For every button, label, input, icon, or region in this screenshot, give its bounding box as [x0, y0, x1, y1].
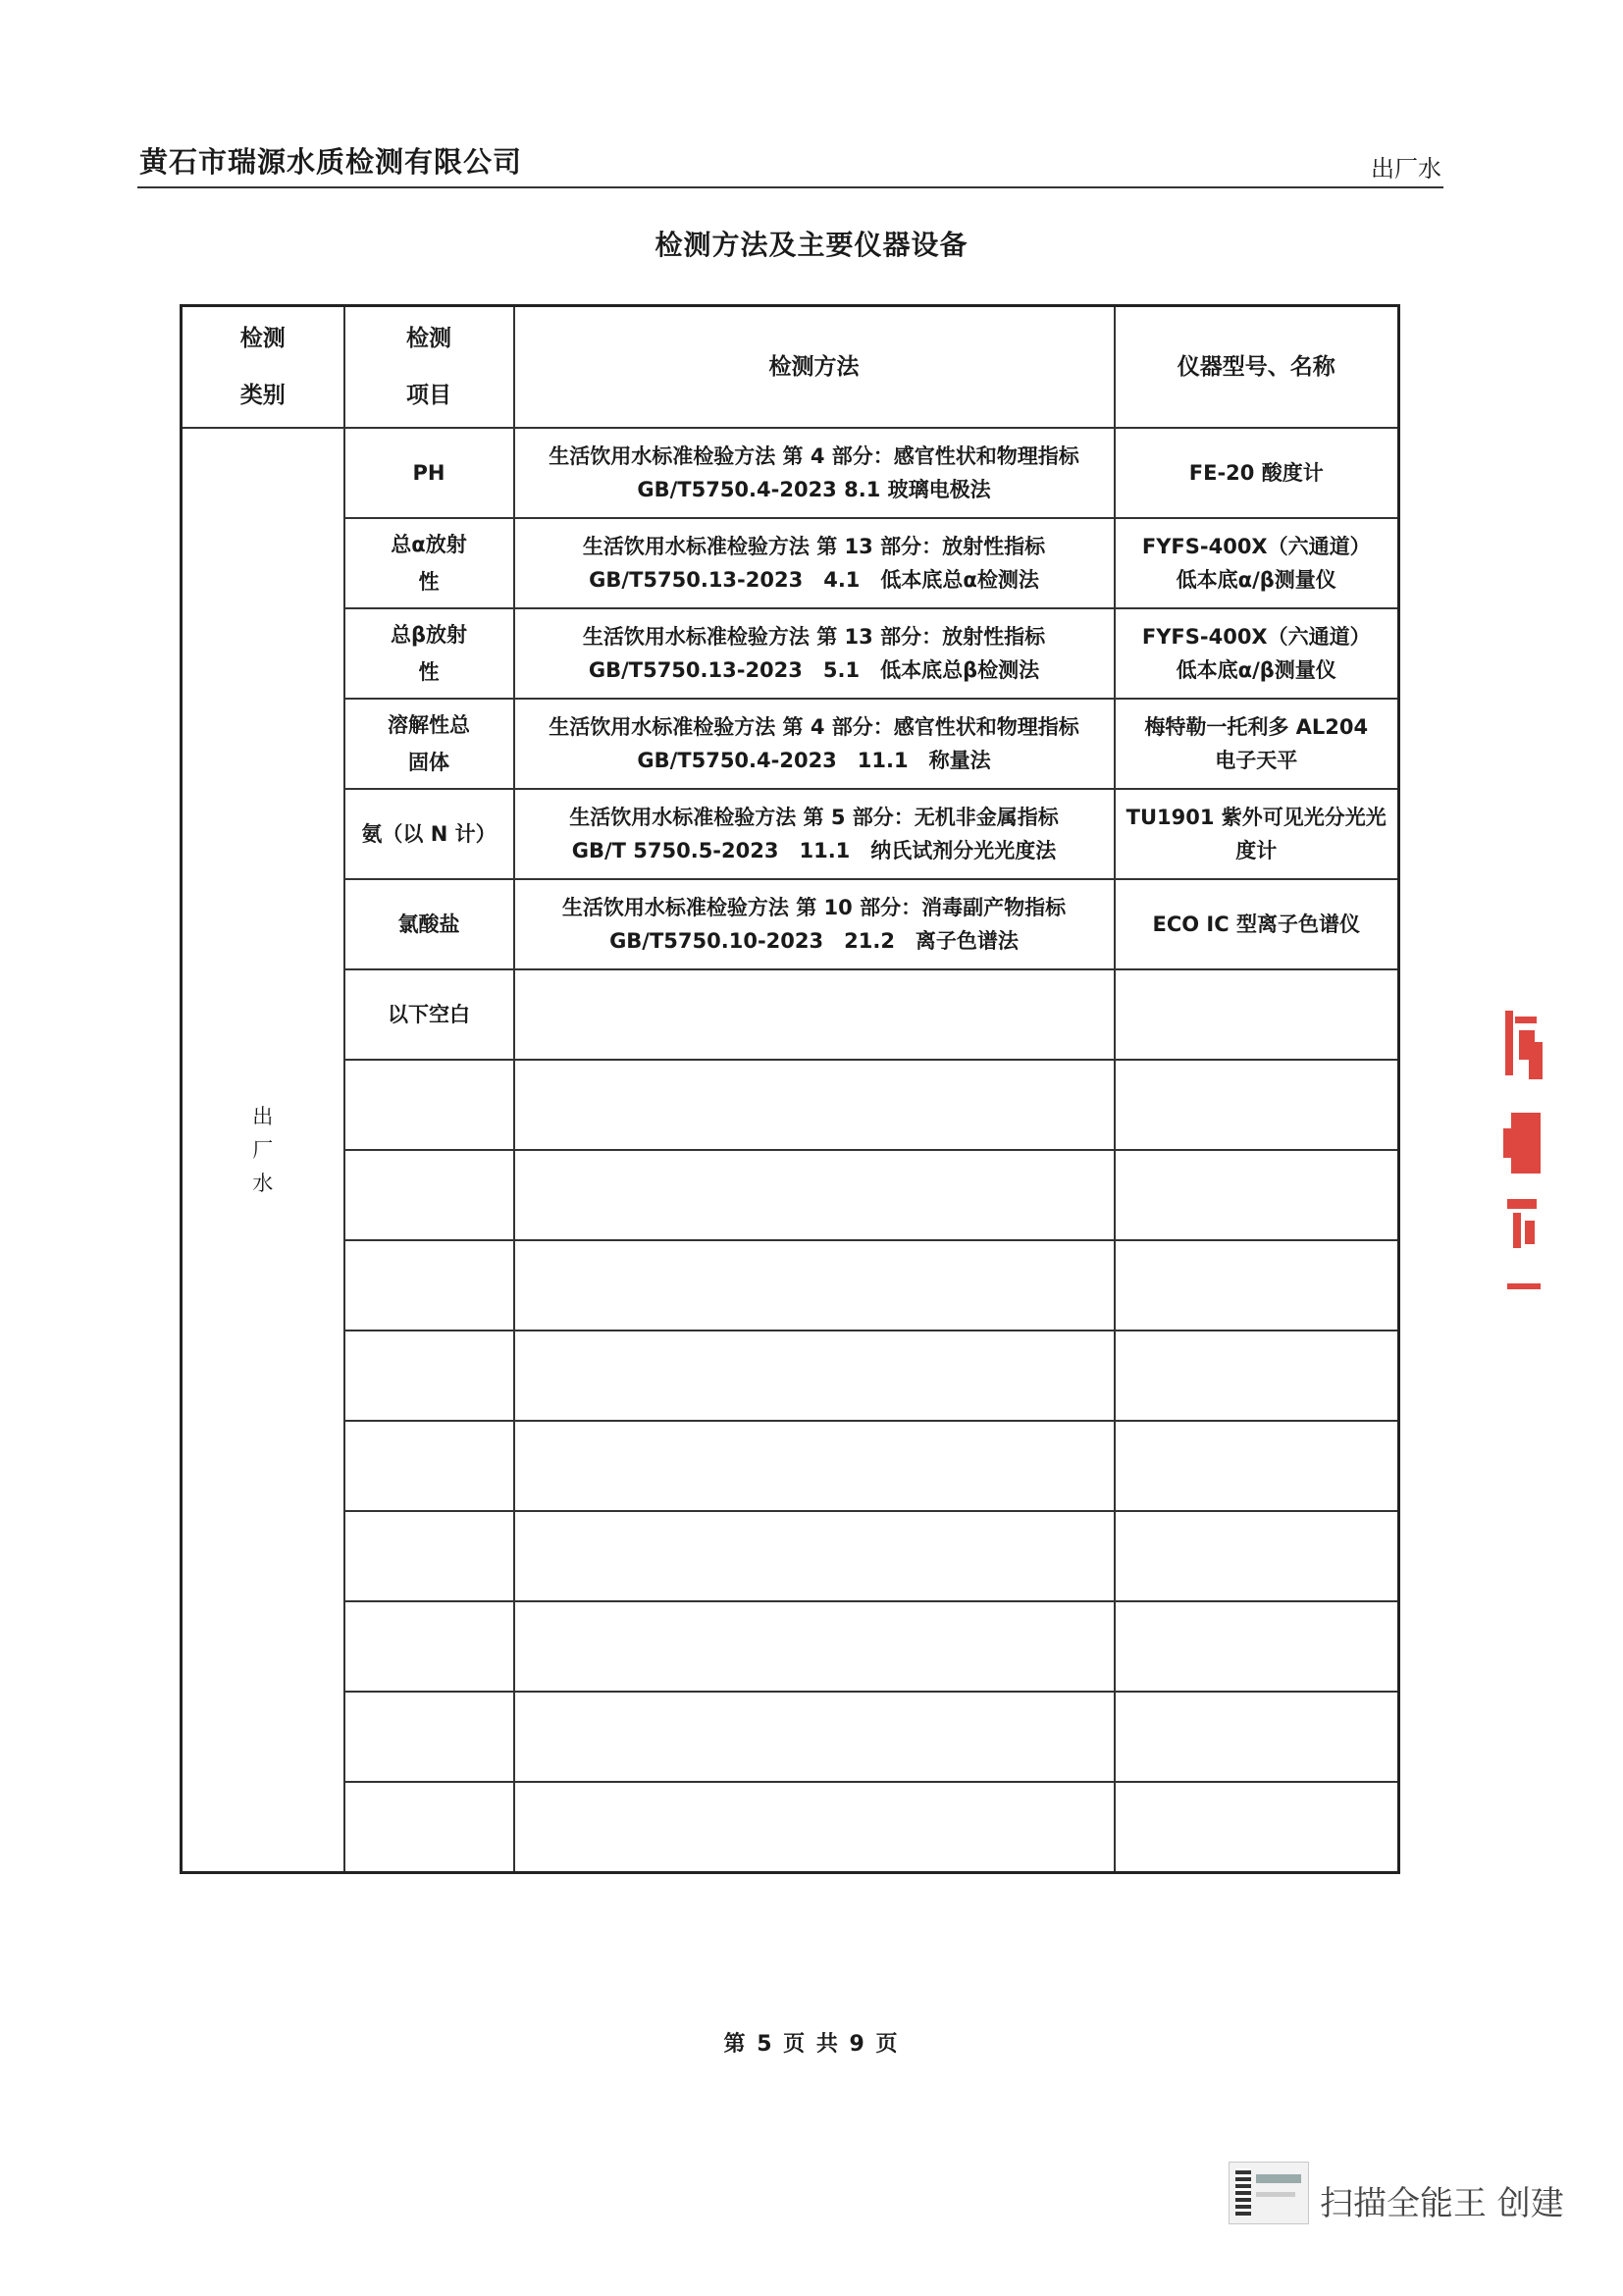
- company-name: 黄石市瑞源水质检测有限公司: [139, 145, 523, 179]
- instrument-cell: FYFS-400X（六通道） 低本底α/β测量仪: [1115, 518, 1399, 608]
- empty-cell: [344, 1060, 514, 1150]
- table-row: [182, 699, 1399, 789]
- empty-cell: [514, 1601, 1115, 1692]
- empty-cell: [1115, 1150, 1399, 1240]
- table-row: [182, 969, 1399, 1060]
- header-method: 检测方法: [514, 306, 1115, 429]
- empty-cell: [344, 1421, 514, 1511]
- empty-cell: [1115, 1421, 1399, 1511]
- header-item: 检测 项目: [344, 306, 514, 429]
- table-row: [182, 518, 1399, 608]
- header-category: 检测 类别: [182, 306, 344, 429]
- empty-table-row: [182, 1150, 1399, 1240]
- method-cell: 生活饮用水标准检验方法 第 4 部分：感官性状和物理指标 GB/T5750.4-2023 8.1 玻璃电极法: [514, 428, 1115, 518]
- empty-cell: [514, 1692, 1115, 1782]
- method-cell: 生活饮用水标准检验方法 第 10 部分：消毒副产物指标 GB/T5750.10-2023 21.2 离子色谱法: [514, 879, 1115, 969]
- item-cell: 溶解性总固体: [344, 699, 514, 789]
- empty-cell: [514, 1421, 1115, 1511]
- empty-table-row: [182, 1421, 1399, 1511]
- instrument-cell: 梅特勒一托利多 AL204 电子天平: [1115, 699, 1399, 789]
- empty-cell: [344, 1150, 514, 1240]
- empty-cell: [514, 1240, 1115, 1331]
- empty-cell: [1115, 1331, 1399, 1421]
- red-seal-fragment: [1503, 1003, 1544, 1297]
- empty-cell: [344, 1601, 514, 1692]
- instrument-cell: ECO IC 型离子色谱仪: [1115, 879, 1399, 969]
- empty-cell: [344, 1331, 514, 1421]
- item-cell: 氨（以 N 计）: [344, 789, 514, 879]
- empty-table-row: [182, 1692, 1399, 1782]
- table-header-row: [182, 306, 1399, 429]
- method-cell: 生活饮用水标准检验方法 第 5 部分：无机非金属指标 GB/T 5750.5-2023 11.1 纳氏试剂分光光度法: [514, 789, 1115, 879]
- category-cell: 出 厂 水: [182, 428, 344, 1873]
- table-row: [182, 608, 1399, 699]
- empty-cell: [514, 1331, 1115, 1421]
- empty-cell: [1115, 1511, 1399, 1601]
- empty-cell: [1115, 1601, 1399, 1692]
- page-title: 检测方法及主要仪器设备: [654, 229, 969, 261]
- empty-cell: [514, 1511, 1115, 1601]
- item-cell: 以下空白: [344, 969, 514, 1060]
- method-cell: 生活饮用水标准检验方法 第 4 部分：感官性状和物理指标 GB/T5750.4-2023 11.1 称量法: [514, 699, 1115, 789]
- empty-cell: [514, 1150, 1115, 1240]
- header-divider: [137, 186, 1443, 188]
- instrument-cell: FYFS-400X（六通道） 低本底α/β测量仪: [1115, 608, 1399, 699]
- method-cell: 生活饮用水标准检验方法 第 13 部分：放射性指标 GB/T5750.13-2023 5.1 低本底总β检测法: [514, 608, 1115, 699]
- method-cell: 生活饮用水标准检验方法 第 13 部分：放射性指标 GB/T5750.13-2023 4.1 低本底总α检测法: [514, 518, 1115, 608]
- empty-table-row: [182, 1240, 1399, 1331]
- qr-code-icon: [1235, 2168, 1251, 2216]
- empty-cell: [1115, 1692, 1399, 1782]
- instrument-cell: FE-20 酸度计: [1115, 428, 1399, 518]
- instrument-cell: TU1901 紫外可见光分光光 度计: [1115, 789, 1399, 879]
- empty-cell: [344, 1240, 514, 1331]
- method-cell: [514, 969, 1115, 1060]
- empty-cell: [1115, 1060, 1399, 1150]
- empty-cell: [1115, 1782, 1399, 1873]
- empty-table-row: [182, 1060, 1399, 1150]
- table-row: [182, 428, 1399, 518]
- empty-table-row: [182, 1782, 1399, 1873]
- empty-table-row: [182, 1511, 1399, 1601]
- empty-cell: [514, 1060, 1115, 1150]
- sample-type-tag: 出厂水: [1371, 155, 1441, 183]
- header-instrument: 仪器型号、名称: [1115, 306, 1399, 429]
- empty-cell: [344, 1511, 514, 1601]
- table-row: [182, 879, 1399, 969]
- empty-cell: [1115, 1240, 1399, 1331]
- item-cell: 氯酸盐: [344, 879, 514, 969]
- empty-table-row: [182, 1331, 1399, 1421]
- item-cell: 总α放射性: [344, 518, 514, 608]
- page-number: 第 5 页 共 9 页: [723, 2032, 900, 2057]
- item-cell: 总β放射性: [344, 608, 514, 699]
- method-table: [180, 304, 1400, 1874]
- empty-table-row: [182, 1601, 1399, 1692]
- empty-cell: [344, 1692, 514, 1782]
- empty-cell: [344, 1782, 514, 1873]
- empty-cell: [514, 1782, 1115, 1873]
- scanner-watermark: 扫描全能王 创建: [1320, 2184, 1564, 2223]
- instrument-cell: [1115, 969, 1399, 1060]
- table-row: [182, 789, 1399, 879]
- item-cell: PH: [344, 428, 514, 518]
- scanner-app-logo: [1229, 2162, 1309, 2224]
